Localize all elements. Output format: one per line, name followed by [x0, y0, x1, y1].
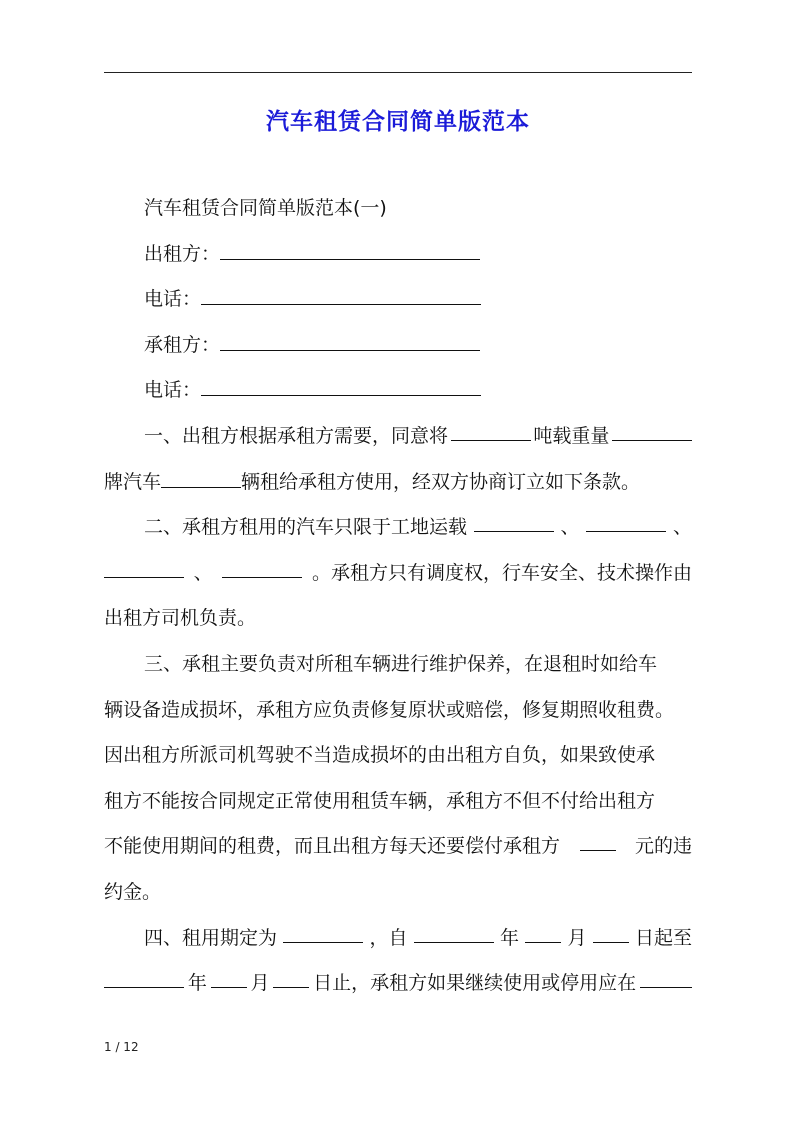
clause-3-text-5a: 不能使用期间的租费，而且出租方每天还要偿付承租方 [104, 835, 561, 858]
lessee-phone-blank [201, 369, 481, 396]
clause-4-blank-year [414, 916, 494, 943]
clause-4-line-1 [104, 916, 692, 962]
lessor-blank [220, 233, 480, 260]
clause-2-sep-3: 、 [193, 561, 213, 584]
lessor-phone-label: 电话： [144, 288, 202, 311]
clause-4-blank-month [525, 916, 561, 943]
header-rule [104, 72, 692, 73]
clause-4-text-a: 四、租用期定为 [144, 926, 278, 949]
lessor-line [104, 232, 692, 278]
clause-4-blank-end-year [104, 961, 184, 988]
clause-1-blank-2 [612, 414, 692, 441]
clause-1-text-d: 辆租给承租方使用，经双方协商订立如下条款。 [241, 470, 641, 493]
lessee-phone-label: 电话： [144, 379, 202, 402]
clause-2-text-c: 出租方司机负责。 [104, 607, 257, 630]
clause-4-month-label: 月 [567, 926, 587, 949]
clause-4-blank-notice [640, 961, 692, 988]
clause-3-line-1 [104, 642, 692, 688]
clause-3-line-2 [104, 688, 692, 734]
clause-4-end-year-label: 年 [187, 972, 207, 995]
clause-2-sep-1: 、 [560, 516, 580, 539]
clause-4-blank-end-month [211, 961, 247, 988]
clause-4-end-month-label: 月 [250, 972, 270, 995]
clause-2-line-1 [104, 505, 692, 551]
page-number: 1 / 12 [104, 1040, 139, 1054]
clause-1-blank-3 [161, 461, 241, 488]
clause-3-line-6 [104, 870, 692, 916]
clause-4-text-c: 日止，承租方如果继续使用或停用应在 [313, 972, 637, 995]
clause-3-text-6: 约金。 [104, 880, 162, 903]
clause-1-line-2 [104, 460, 692, 506]
clause-4-line-2 [104, 961, 692, 1007]
clause-3-blank-1 [580, 824, 616, 851]
lessee-line [104, 323, 692, 369]
clause-2-blank-2 [586, 505, 666, 532]
clause-2-line-2 [104, 551, 692, 597]
clause-2-blank-3 [104, 551, 184, 578]
lessee-blank [220, 324, 480, 351]
clause-2-blank-1 [474, 505, 554, 532]
clause-2-blank-4 [222, 551, 302, 578]
lessee-label: 承租方： [144, 333, 221, 356]
lessor-phone-blank [201, 278, 481, 305]
clause-1-line-1 [104, 414, 692, 460]
clause-3-line-4 [104, 779, 692, 825]
clause-4-blank-end-day [273, 961, 309, 988]
clause-3-text-4: 租方不能按合同规定正常使用租赁车辆，承租方不但不付给出租方 [104, 789, 656, 812]
document-body [104, 186, 692, 1007]
clause-3-text-3: 因出租方所派司机驾驶不当造成损坏的由出租方自负，如果致使承 [104, 744, 656, 767]
clause-3-text-2: 辆设备造成损坏，承租方应负责修复原状或赔偿，修复期照收租费。 [104, 698, 675, 721]
clause-2-text-b: 。承租方只有调度权，行车安全、技术操作由 [311, 561, 692, 584]
clause-2-sep-2: 、 [672, 516, 692, 539]
clause-3-line-3 [104, 733, 692, 779]
clause-2-text-a: 二、承租方租用的汽车只限于工地运载 [144, 516, 468, 539]
subtitle-text: 汽车租赁合同简单版范本(一) [144, 197, 387, 219]
lessor-label: 出租方： [144, 242, 221, 265]
clause-1-text-c: 牌汽车 [104, 470, 162, 493]
clause-4-day-label: 日起至 [634, 926, 692, 949]
clause-3-text-5b: 元的违 [634, 835, 692, 858]
clause-4-blank-period [283, 916, 363, 943]
clause-1-text-a: 一、出租方根据承租方需要，同意将 [144, 424, 449, 447]
clause-4-year-label: 年 [499, 926, 519, 949]
clause-3-text-1: 三、承租主要负责对所租车辆进行维护保养，在退租时如给车 [144, 652, 658, 675]
clause-4-blank-day [593, 916, 629, 943]
lessor-phone-line [104, 277, 692, 323]
subtitle [104, 186, 692, 232]
clause-1-blank-1 [451, 414, 531, 441]
clause-1-text-b: 吨载重量 [533, 424, 610, 447]
document-title: 汽车租赁合同简单版范本 [266, 109, 530, 135]
clause-3-line-5 [104, 824, 692, 870]
clause-2-line-3 [104, 596, 692, 642]
lessee-phone-line [104, 368, 692, 414]
clause-4-text-b: ，自 [369, 926, 408, 949]
